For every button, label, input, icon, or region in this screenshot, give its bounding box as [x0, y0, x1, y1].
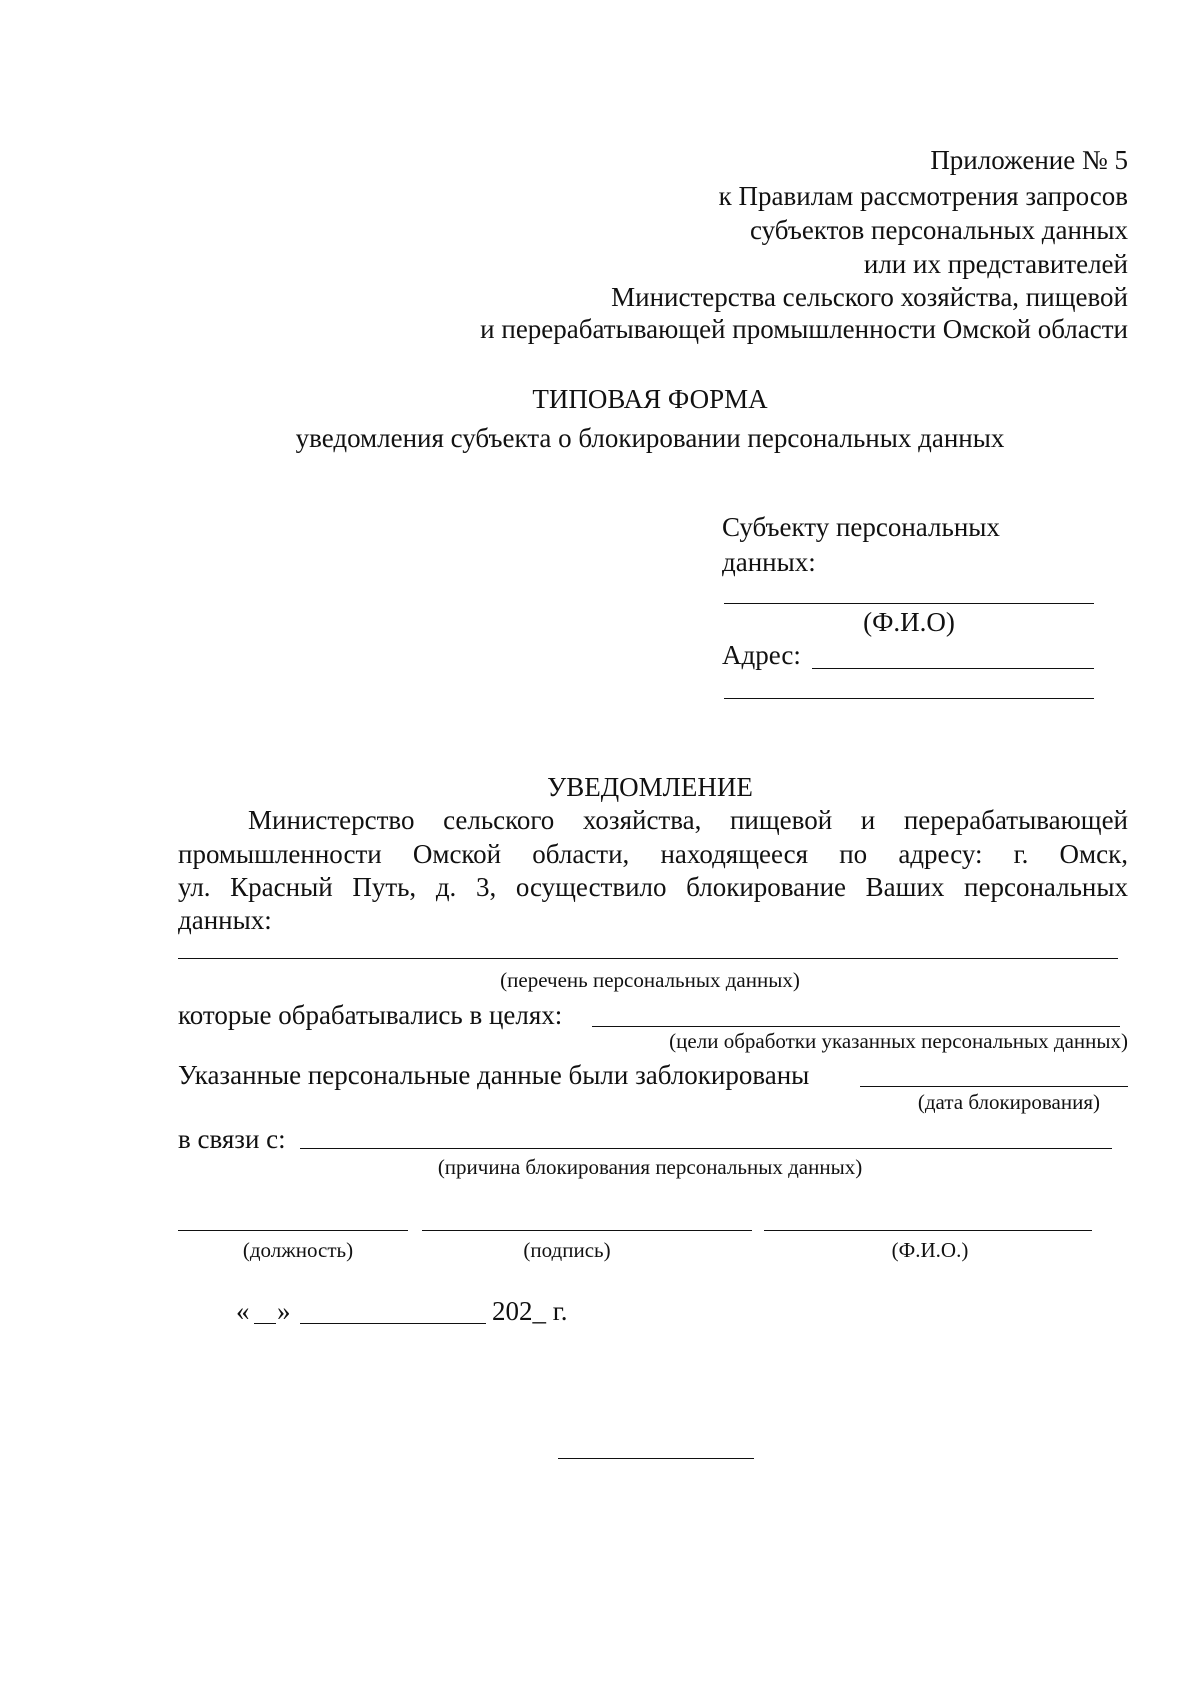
notice-heading: УВЕДОМЛЕНИЕ	[547, 772, 753, 802]
appendix-line-2: к Правилам рассмотрения запросов	[718, 181, 1128, 211]
form-title: ТИПОВАЯ ФОРМА	[532, 384, 768, 414]
reason-line	[300, 1148, 1112, 1149]
appendix-number: Приложение № 5	[930, 145, 1128, 175]
recipient-line-1: Субъекту персональных	[722, 512, 1000, 542]
address-line-2	[724, 698, 1094, 699]
recipient-line-2: данных:	[722, 547, 816, 577]
signature-caption: (подпись)	[523, 1238, 611, 1262]
blocked-label: Указанные персональные данные были заблокированы	[178, 1060, 810, 1090]
notice-body-line-1: Министерство сельского хозяйства, пищевой и перерабатывающей	[248, 805, 1128, 835]
signer-fio-line	[764, 1230, 1092, 1231]
blocked-date-caption: (дата блокирования)	[917, 1090, 1100, 1114]
form-subtitle: уведомления субъекта о блокировании персональных данных	[295, 423, 1005, 453]
appendix-line-5: Министерства сельского хозяйства, пищевой	[611, 282, 1128, 312]
address-line-1	[812, 668, 1094, 669]
position-caption: (должность)	[242, 1238, 354, 1262]
signature-line	[422, 1230, 752, 1231]
notice-body-line-3: ул. Красный Путь, д. 3, осуществило блокирование Ваших персональных	[178, 872, 1128, 902]
closing-separator	[558, 1458, 754, 1459]
purposes-caption: (цели обработки указанных персональных данных)	[669, 1029, 1128, 1053]
purposes-label: которые обрабатывались в целях:	[178, 1000, 563, 1030]
date-open-quote: «	[236, 1296, 250, 1326]
signer-fio-caption: (Ф.И.О.)	[891, 1238, 969, 1262]
address-label: Адрес:	[722, 640, 801, 670]
date-day-line	[254, 1323, 276, 1324]
notice-body-line-4: данных:	[178, 905, 272, 935]
notice-body-line-2: промышленности Омской области, находящееся по адресу: г. Омск,	[178, 839, 1128, 869]
date-year: 202_ г.	[492, 1296, 568, 1326]
reason-caption: (причина блокирования персональных данных)	[437, 1155, 863, 1179]
appendix-line-3: субъектов персональных данных	[750, 215, 1128, 245]
data-list-line	[178, 958, 1118, 959]
purposes-line	[592, 1026, 1120, 1027]
date-month-line	[300, 1323, 486, 1324]
reason-label: в связи с:	[178, 1124, 286, 1154]
recipient-fio-caption: (Ф.И.О)	[863, 607, 955, 637]
blocked-date-line	[860, 1086, 1128, 1087]
date-close-quote: »	[277, 1296, 291, 1326]
appendix-line-4: или их представителей	[863, 249, 1128, 279]
recipient-fio-line	[724, 603, 1094, 604]
position-line	[178, 1230, 408, 1231]
appendix-line-6: и перерабатывающей промышленности Омской области	[480, 314, 1128, 344]
data-list-caption: (перечень персональных данных)	[500, 968, 800, 992]
